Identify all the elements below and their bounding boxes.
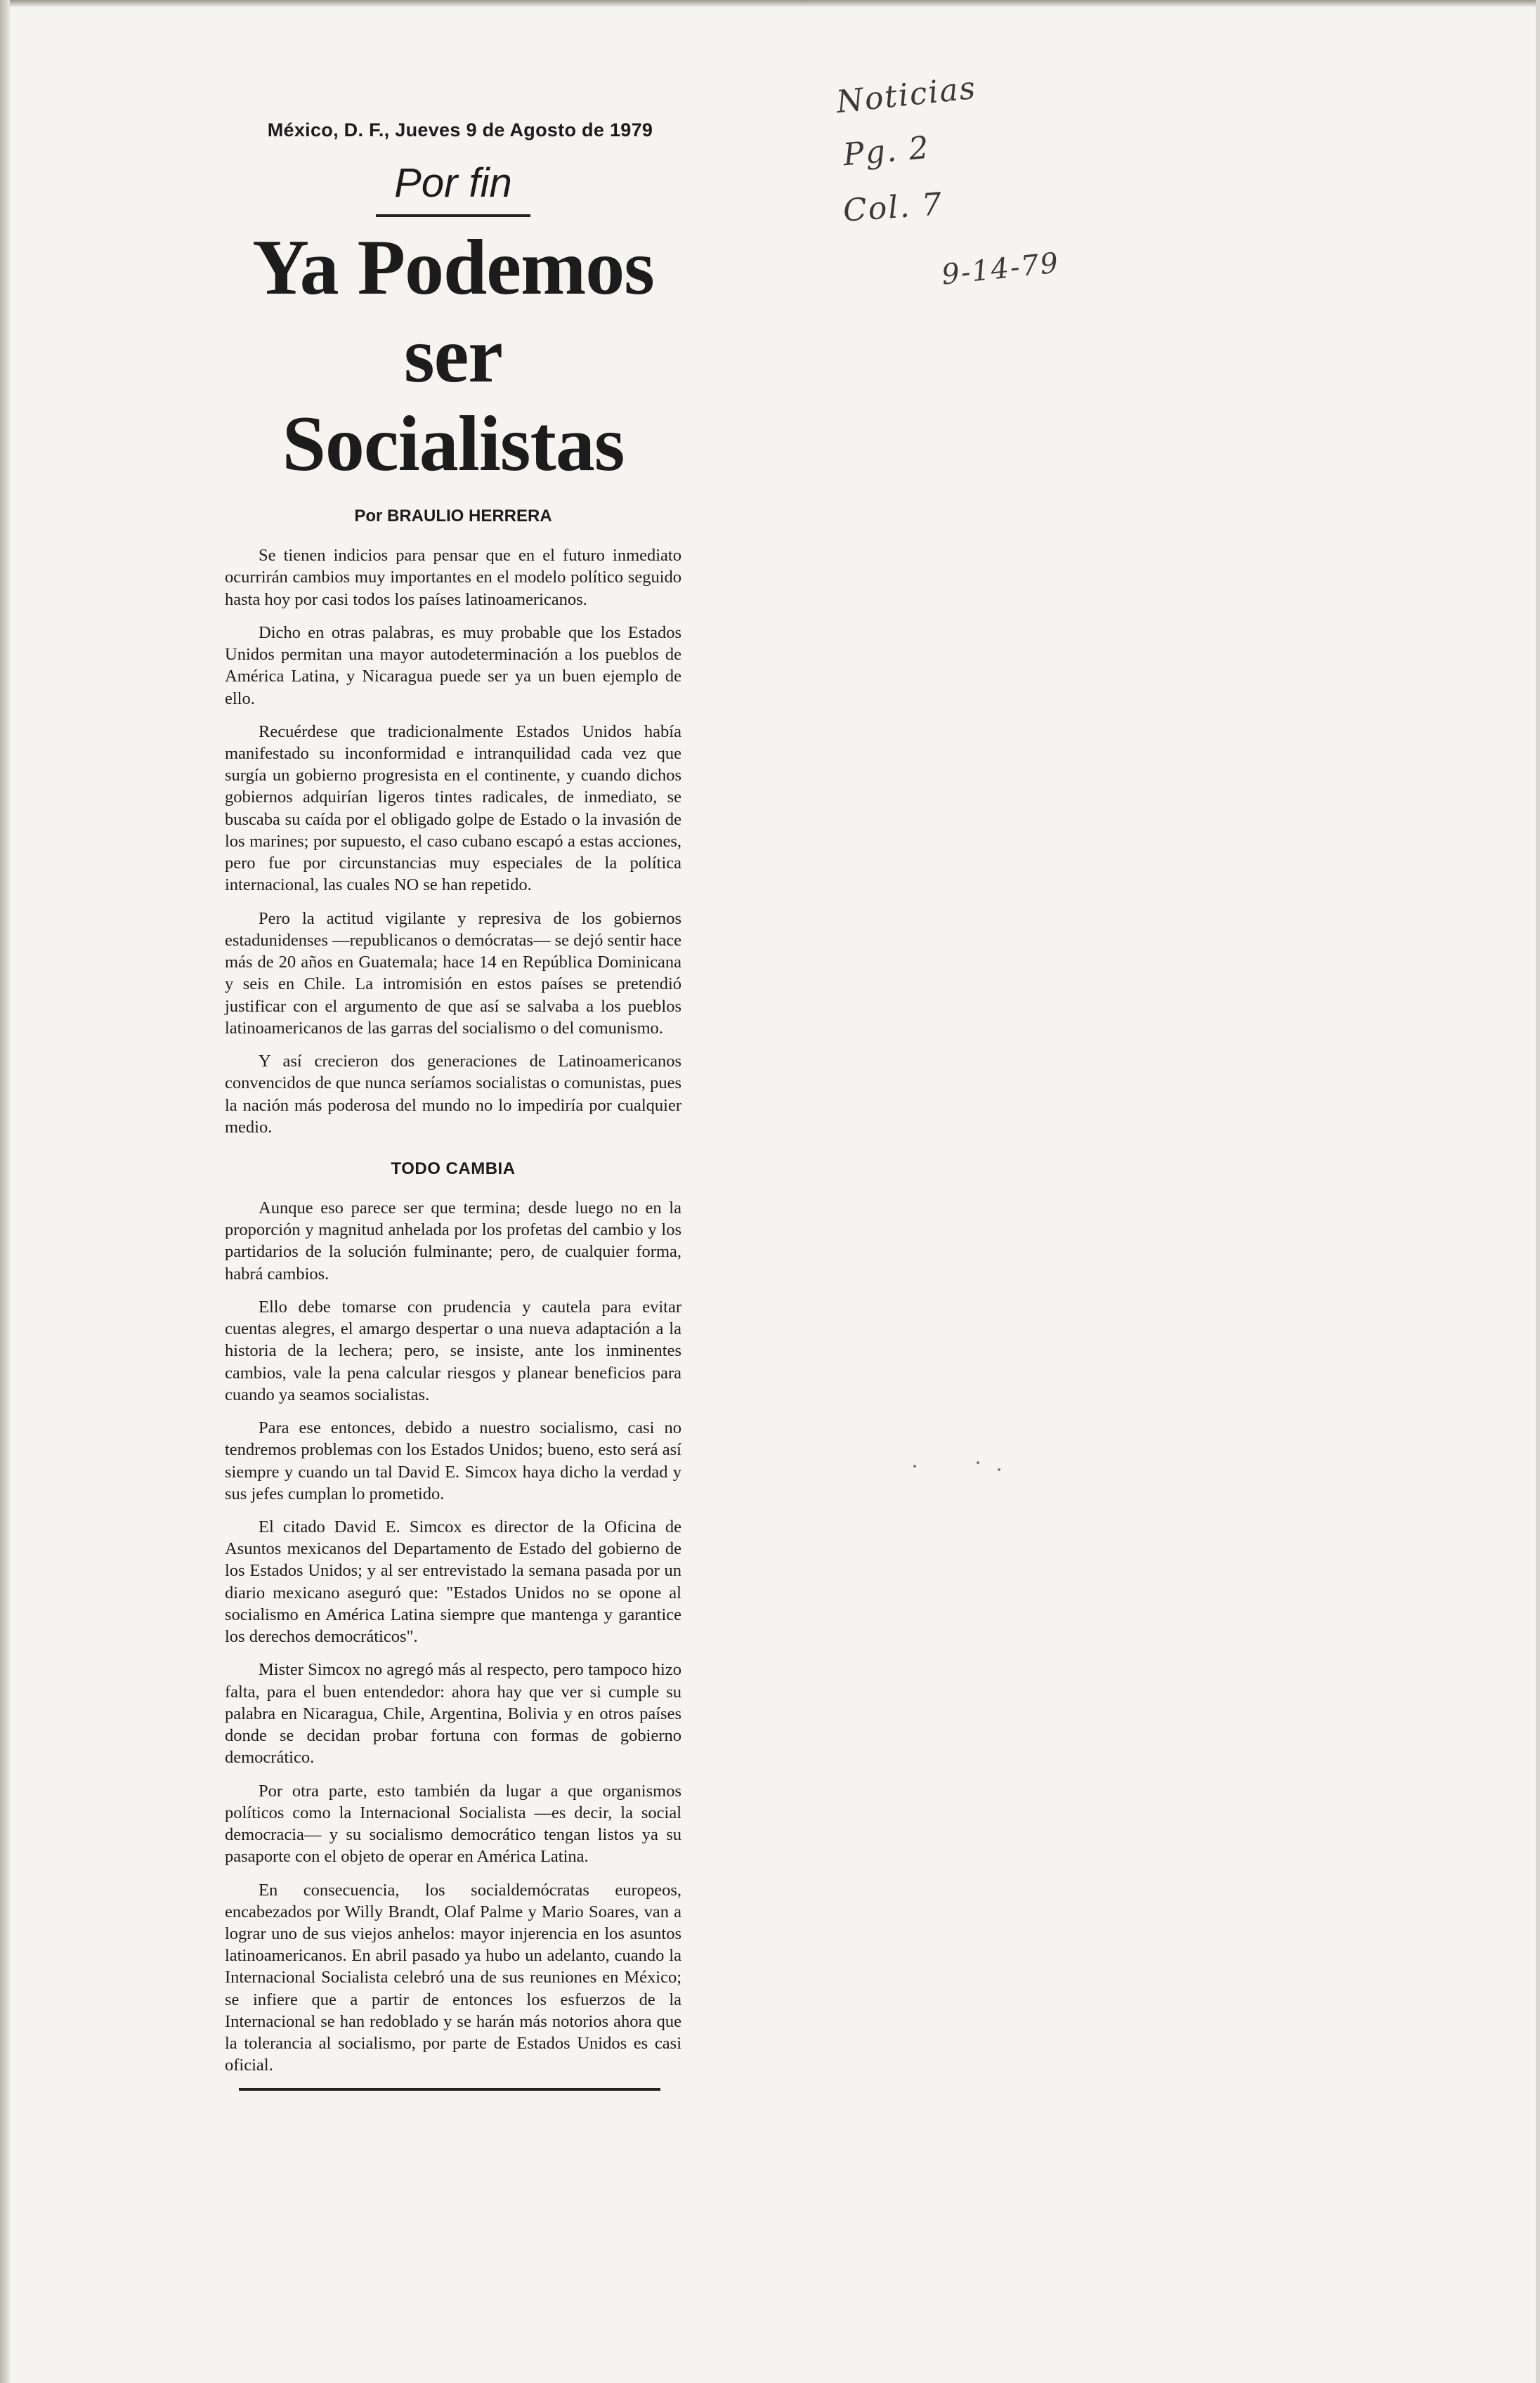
headline-line-2: ser Socialistas (282, 312, 625, 488)
headline (225, 224, 681, 488)
paragraph: Aunque eso parece ser que termina; desde luego no en la proporción y magnitud anhelada por los profetas del cambio y los partidarios de la solución fulminante; pero, de cualquier forma, habrá cambios. (225, 1198, 681, 1284)
paragraph: Se tienen indicios para pensar que en el futuro inmediato ocurrirán cambios muy importantes en el modelo político seguido hasta hoy por casi todos los países latinoamericanos. (225, 546, 681, 609)
scan-speck (998, 1468, 1000, 1471)
scan-speck (977, 1461, 979, 1464)
scan-edge-right (1536, 0, 1540, 2383)
scan-edge-left (0, 0, 10, 2383)
scan-edge-top (0, 0, 1540, 7)
handwritten-note-column: Col. 7 (842, 186, 944, 229)
article-body (225, 544, 681, 2077)
kicker-rule (376, 214, 530, 217)
end-rule (239, 2088, 660, 2091)
handwritten-note-date: 9-14-79 (940, 247, 1062, 292)
paragraph: Ello debe tomarse con prudencia y cautela para evitar cuentas alegres, el amargo despertar o una nueva adaptación a la historia de la lechera; pero, se insiste, ante los inminentes cambios, vale la pena calcular riesgos y planear beneficios para cuando ya seamos socialistas. (225, 1297, 681, 1404)
paragraph: Dicho en otras palabras, es muy probable que los Estados Unidos permitan una mayor autodeterminación a los pueblos de América Latina, y Nicaragua puede ser ya un buen ejemplo de ello. (225, 622, 681, 708)
paragraph: Mister Simcox no agregó más al respecto, pero tampoco hizo falta, para el buen entendedor: ahora hay que ver si cumple su palabra en Nicaragua, Chile, Argentina, Bolivia y en otros países donde se decidan probar fortuna con formas de gobierno democrático. (225, 1660, 681, 1768)
paragraph: En consecuencia, los socialdemócratas europeos, encabezados por Willy Brandt, Olaf Palme y Mario Soares, van a lograr uno de sus viejos anhelos: mayor injerencia en los asuntos latinoamericanos. En abril pasado ya hubo un adelanto, cuando la Internacional Socialista celebró una de sus reuniones en México; se infiere que a partir de entonces los esfuerzos de la Internacional se han redoblado y se harán más notorios ahora que la tolerancia al socialismo, por parte de Estados Unidos es casi oficial. (225, 1880, 681, 2075)
subhead: TODO CAMBIA (391, 1158, 516, 1178)
scan-speck (913, 1465, 916, 1468)
handwritten-note-source: Noticias (834, 70, 979, 121)
handwritten-note-page: Pg. 2 (842, 129, 932, 174)
headline-line-1: Ya Podemos (252, 223, 654, 311)
byline: Por BRAULIO HERRERA (354, 507, 552, 526)
paragraph: Y así crecieron dos generaciones de Latinoamericanos convencidos de que nunca seríamos socialistas o comunistas, pues la nación más poderosa del mundo no lo impediría por cualquier medio. (225, 1052, 681, 1137)
paragraph: Por otra parte, esto también da lugar a que organismos políticos como la Internacional Socialista —es decir, la social democracia— y su socialismo democrático tengan listos ya su pasaporte con el objeto de operar en América Latina. (225, 1781, 681, 1867)
kicker: Por fin (394, 160, 512, 206)
dateline: México, D. F., Jueves 9 de Agosto de 1979 (267, 119, 653, 141)
paragraph: Para ese entonces, debido a nuestro socialismo, casi no tendremos problemas con los Estados Unidos; bueno, esto será así siempre y cuando un tal David E. Simcox haya dicho la verdad y sus jefes cumplan lo prometido. (225, 1418, 681, 1503)
paragraph: Recuérdese que tradicionalmente Estados Unidos había manifestado su inconformidad e intranquilidad cada vez que surgía un gobierno progresista en el continente, y cuando dichos gobiernos adquirían ligeros tintes radicales, de inmediato, se buscaba su caída por el obligado golpe de Estado o la invasión de los marines; por supuesto, el caso cubano escapó a estas acciones, pero fue por circunstancias muy especiales de la política internacional, las cuales NO se han repetido. (225, 722, 681, 895)
article-column (225, 119, 681, 2091)
paragraph: Pero la actitud vigilante y represiva de los gobiernos estadunidenses —republicanos o demócratas— se dejó sentir hace más de 20 años en Guatemala; hace 14 en República Dominicana y seis en Chile. La intromisión en estos países se pretendió justificar con el argumento de que así se salvaba a los pueblos latinoamericanos de las garras del socialismo o del comunismo. (225, 908, 681, 1038)
paragraph: El citado David E. Simcox es director de la Oficina de Asuntos mexicanos del Departamento de Estado del gobierno de los Estados Unidos; y al ser entrevistado la semana pasada por un diario mexicano aseguró que: "Estados Unidos no se opone al socialismo en América Latina siempre que mantenga y garantice los derechos democráticos". (225, 1517, 681, 1647)
